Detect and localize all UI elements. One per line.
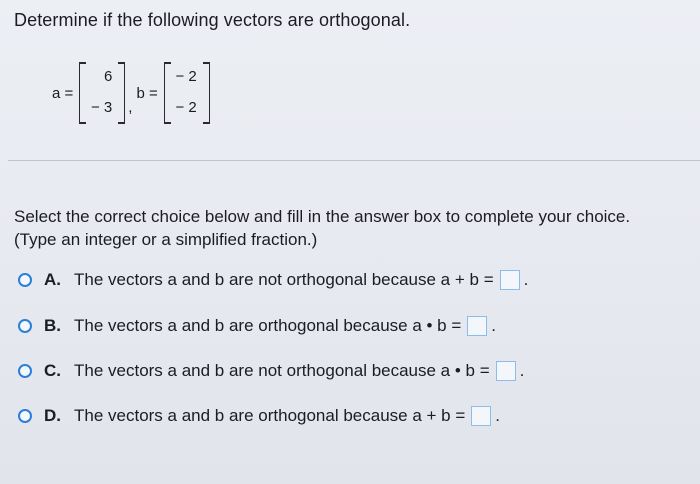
answer-box-d[interactable] — [471, 406, 491, 426]
radio-button-a[interactable] — [18, 273, 32, 287]
choice-d-text: The vectors a and b are orthogonal because a + b = — [74, 406, 466, 425]
radio-button-c[interactable] — [18, 364, 32, 378]
vector-a-bottom: − 3 — [91, 99, 113, 116]
choice-c-letter: C. — [44, 361, 61, 380]
answer-box-b[interactable] — [467, 316, 487, 336]
choice-a-text: The vectors a and b are not orthogonal because a + b = — [74, 270, 494, 289]
answer-box-c[interactable] — [496, 361, 516, 381]
vector-b-label: b = — [136, 84, 158, 102]
choice-d[interactable]: D. The vectors a and b are orthogonal because a + b = . — [18, 404, 500, 428]
choice-d-letter: D. — [44, 406, 61, 425]
vector-a-label: a = — [52, 84, 74, 102]
question-text: Determine if the following vectors are orthogonal. — [14, 10, 411, 30]
instructions-line-2: (Type an integer or a simplified fraction.) — [14, 230, 318, 249]
answer-box-a[interactable] — [500, 270, 520, 290]
choice-c[interactable]: C. The vectors a and b are not orthogonal because a • b = . — [18, 359, 524, 383]
choice-a[interactable]: A. The vectors a and b are not orthogonal because a + b = . — [18, 268, 528, 292]
vector-a-matrix — [79, 62, 125, 124]
choice-b[interactable]: B. The vectors a and b are orthogonal because a • b = . — [18, 314, 496, 338]
radio-button-b[interactable] — [18, 319, 32, 333]
choice-b-letter: B. — [44, 316, 61, 335]
vector-b-matrix — [164, 62, 210, 124]
choice-a-letter: A. — [44, 270, 61, 289]
vector-a-top: 6 — [103, 68, 113, 85]
radio-button-d[interactable] — [18, 409, 32, 423]
instructions-line-1: Select the correct choice below and fill in the answer box to complete your choice. — [14, 207, 631, 226]
vector-b-bottom: − 2 — [175, 99, 197, 116]
vector-b-top: − 2 — [175, 68, 197, 85]
vector-definitions — [52, 62, 210, 124]
vector-separator: , — [128, 99, 133, 116]
instructions — [14, 205, 694, 251]
section-divider — [8, 160, 700, 161]
choice-b-text: The vectors a and b are orthogonal because a • b = — [74, 316, 462, 335]
choice-c-text: The vectors a and b are not orthogonal because a • b = — [74, 361, 490, 380]
